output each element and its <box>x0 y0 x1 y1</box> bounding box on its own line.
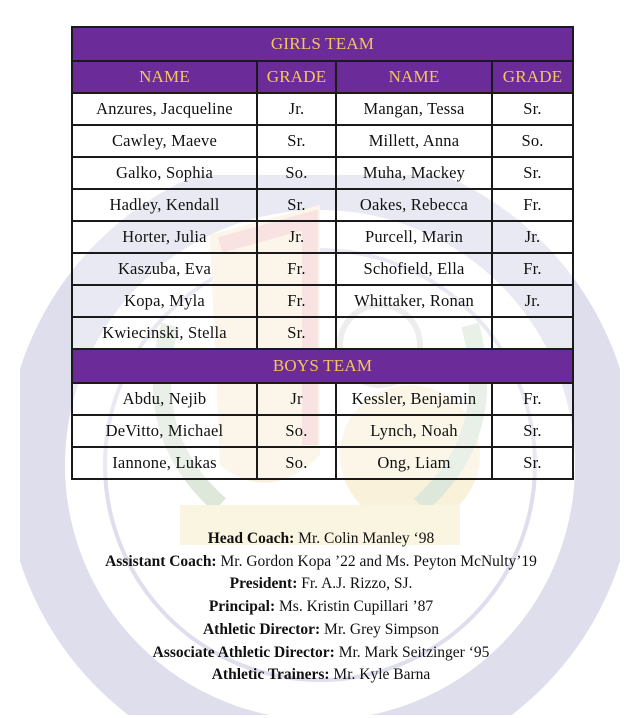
player-name: Kaszuba, Eva <box>72 253 257 285</box>
player-grade: Sr. <box>257 189 336 221</box>
boys-team-header <box>72 349 573 383</box>
staff-role: Athletic Director: <box>202 620 321 638</box>
player-grade <box>492 317 573 349</box>
staff-line <box>0 596 642 619</box>
staff-line <box>0 664 642 687</box>
player-name: Muha, Mackey <box>336 157 492 189</box>
staff-name: Mr. Mark Seitzinger ‘95 <box>334 643 490 661</box>
staff-line <box>0 642 642 665</box>
roster-row <box>72 157 573 189</box>
player-name: DeVitto, Michael <box>72 415 257 447</box>
player-name: Abdu, Nejib <box>72 383 257 415</box>
staff-line <box>0 619 642 642</box>
staff-line <box>0 551 642 574</box>
player-grade: So. <box>492 125 573 157</box>
roster-row <box>72 221 573 253</box>
player-grade: Sr. <box>257 317 336 349</box>
player-grade: So. <box>257 415 336 447</box>
player-name: Ong, Liam <box>336 447 492 479</box>
player-name: Hadley, Kendall <box>72 189 257 221</box>
player-grade: Jr. <box>257 93 336 125</box>
boys-team-title: BOYS TEAM <box>72 349 573 383</box>
player-grade: Sr. <box>257 125 336 157</box>
column-header-grade: GRADE <box>492 61 573 93</box>
column-header-name: NAME <box>72 61 257 93</box>
roster-row <box>72 285 573 317</box>
player-grade: Jr. <box>492 221 573 253</box>
staff-name: Ms. Kristin Cupillari ’87 <box>275 598 434 616</box>
player-grade: Fr. <box>492 383 573 415</box>
player-name: Mangan, Tessa <box>336 93 492 125</box>
player-grade: So. <box>257 157 336 189</box>
player-grade: Fr. <box>257 285 336 317</box>
staff-name: Mr. Kyle Barna <box>329 666 431 684</box>
player-grade: Jr <box>257 383 336 415</box>
column-header-grade: GRADE <box>257 61 336 93</box>
staff-name: Mr. Grey Simpson <box>320 620 440 638</box>
player-name: Kwiecinski, Stella <box>72 317 257 349</box>
roster-row <box>72 415 573 447</box>
roster-row <box>72 383 573 415</box>
player-name: Kopa, Myla <box>72 285 257 317</box>
staff-line <box>0 528 642 551</box>
girls-team-header <box>72 27 573 61</box>
roster-row <box>72 253 573 285</box>
player-grade: Sr. <box>492 447 573 479</box>
staff-role: Athletic Trainers: <box>211 666 330 684</box>
roster-table <box>71 26 574 480</box>
roster-row <box>72 189 573 221</box>
staff-role: Assistant Coach: <box>105 552 217 570</box>
player-name <box>336 317 492 349</box>
staff-name: Mr. Gordon Kopa ’22 and Ms. Peyton McNulty’19 <box>216 552 537 570</box>
column-header-row <box>72 61 573 93</box>
player-grade: So. <box>257 447 336 479</box>
player-name: Galko, Sophia <box>72 157 257 189</box>
player-name: Anzures, Jacqueline <box>72 93 257 125</box>
staff-role: Principal: <box>208 598 276 616</box>
player-grade: Fr. <box>257 253 336 285</box>
staff-name: Mr. Colin Manley ‘98 <box>294 530 435 547</box>
player-grade: Fr. <box>492 189 573 221</box>
staff-credits <box>0 528 642 687</box>
player-name: Horter, Julia <box>72 221 257 253</box>
staff-role: Associate Athletic Director: <box>152 643 335 661</box>
roster-row <box>72 447 573 479</box>
player-grade: Sr. <box>492 93 573 125</box>
player-grade: Jr. <box>257 221 336 253</box>
roster-row <box>72 93 573 125</box>
staff-name: Fr. A.J. Rizzo, SJ. <box>297 575 413 593</box>
player-name: Schofield, Ella <box>336 253 492 285</box>
player-grade: Sr. <box>492 415 573 447</box>
staff-line <box>0 573 642 596</box>
staff-role: Head Coach: <box>207 530 295 547</box>
roster-row <box>72 317 573 349</box>
player-name: Millett, Anna <box>336 125 492 157</box>
player-name: Kessler, Benjamin <box>336 383 492 415</box>
player-grade: Sr. <box>492 157 573 189</box>
player-grade: Fr. <box>492 253 573 285</box>
player-name: Lynch, Noah <box>336 415 492 447</box>
player-name: Purcell, Marin <box>336 221 492 253</box>
girls-team-title: GIRLS TEAM <box>72 27 573 61</box>
player-name: Cawley, Maeve <box>72 125 257 157</box>
column-header-name: NAME <box>336 61 492 93</box>
player-grade: Jr. <box>492 285 573 317</box>
player-name: Whittaker, Ronan <box>336 285 492 317</box>
player-name: Iannone, Lukas <box>72 447 257 479</box>
player-name: Oakes, Rebecca <box>336 189 492 221</box>
staff-role: President: <box>229 575 298 593</box>
roster-row <box>72 125 573 157</box>
